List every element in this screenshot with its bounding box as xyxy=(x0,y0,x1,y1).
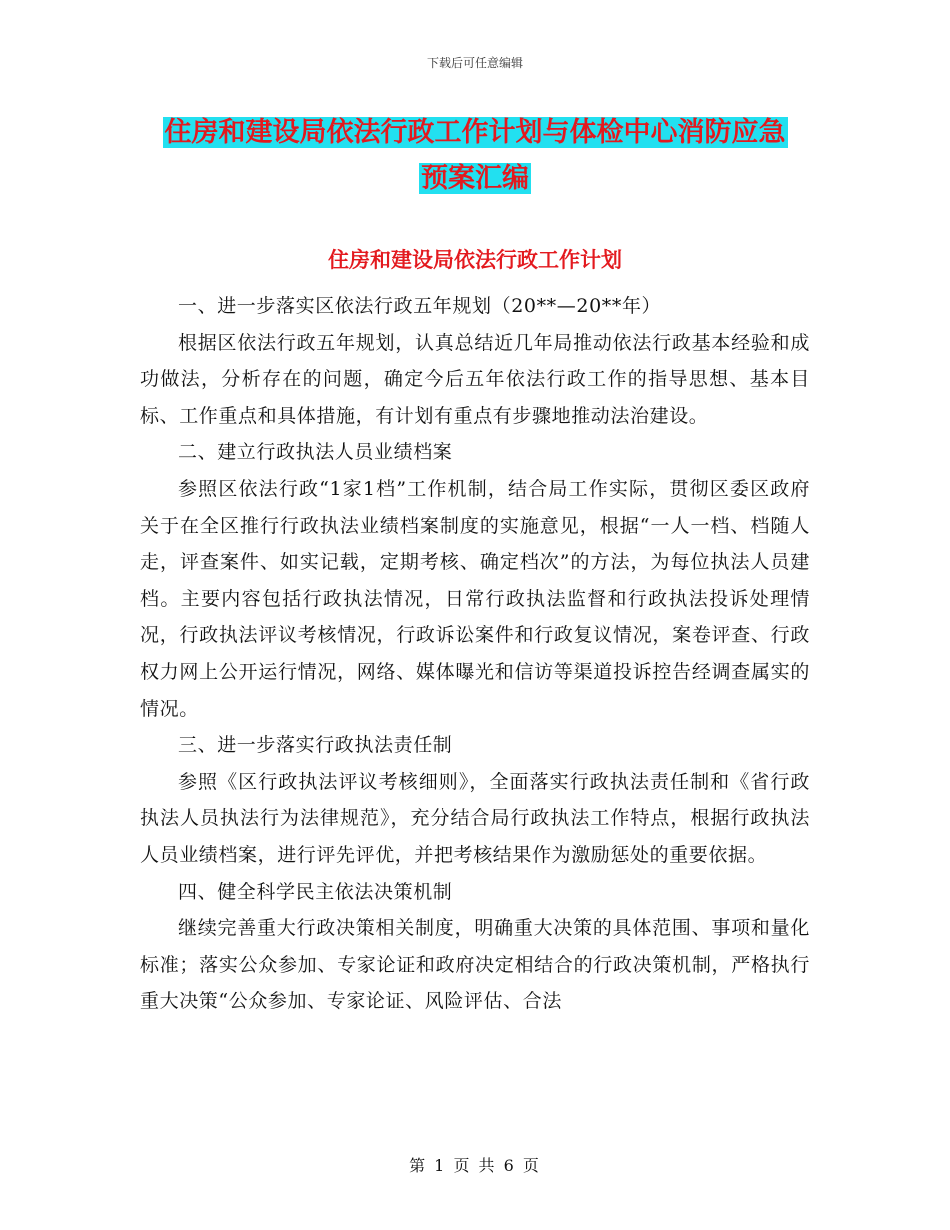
paragraph: 继续完善重大行政决策相关制度，明确重大决策的具体范围、事项和量化标准；落实公众参加、专家论证和政府决定相结合的行政决策机制，严格执行重大决策“公众参加、专家论证、风险评估、合法 xyxy=(140,917,810,1013)
heading-1: 一、进一步落实区依法行政五年规划（20**—20**年） xyxy=(178,295,662,317)
document-title xyxy=(140,110,810,202)
paragraph: 参照《区行政执法评议考核细则》，全面落实行政执法责任制和《省行政执法人员执法行为法律规范》，充分结合局行政执法工作特点，根据行政执法人员业绩档案，进行评先评优，并把考核结果作为激励惩处的重要依据。 xyxy=(140,770,810,866)
paragraph: 根据区依法行政五年规划，认真总结近几年局推动依法行政基本经验和成功做法，分析存在的问题，确定今后五年依法行政工作的指导思想、基本目标、工作重点和具体措施，有计划有重点有步骤地推动法治建设。 xyxy=(140,331,810,427)
heading-4: 四、健全科学民主依法决策机制 xyxy=(178,880,453,903)
heading-3: 三、进一步落实行政执法责任制 xyxy=(178,734,453,757)
title-line-2: 预案汇编 xyxy=(421,163,529,194)
section-title: 住房和建设局依法行政工作计划 xyxy=(328,248,622,272)
header-note: 下载后可任意编辑 xyxy=(426,56,523,70)
page-number: 第 1 页 共 6 页 xyxy=(409,1156,541,1175)
paragraph: 参照区依法行政“1家1档”工作机制，结合局工作实际，贯彻区委区政府关于在全区推行行政执法业绩档案制度的实施意见，根据“一人一档、档随人走，评查案件、如实记载，定期考核、确定档次”的方法，为每位执法人员建档。主要内容包括行政执法情况，日常行政执法监督和行政执法投诉处理情况，行政执法评议考核情况，行政诉讼案件和行政复议情况，案卷评查、行政权力网上公开运行情况，网络、媒体曝光和信访等渠道投诉控告经调查属实的情况。 xyxy=(140,477,810,720)
heading-2: 二、建立行政执法人员业绩档案 xyxy=(178,441,453,464)
title-line-1: 住房和建设局依法行政工作计划与体检中心消防应急 xyxy=(164,117,786,148)
body-text xyxy=(140,288,810,1020)
